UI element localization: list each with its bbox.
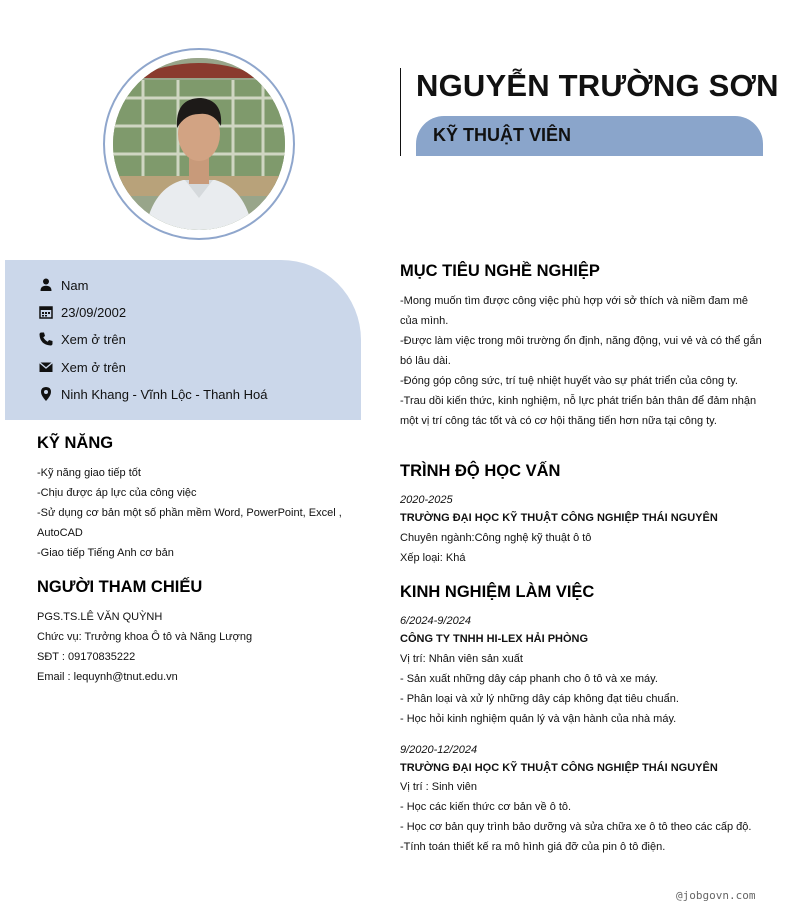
experience-heading: KINH NGHIỆM LÀM VIỆC (400, 583, 595, 601)
job-company: CÔNG TY TNHH HI-LEX HẢI PHÒNG (400, 633, 589, 645)
job-line: - Học hỏi kinh nghiệm quản lý và vận hành của nhà máy. (400, 713, 677, 725)
job-line: - Phân loại và xử lý những dây cáp không đạt tiêu chuẩn. (400, 693, 679, 705)
skills-heading: KỸ NĂNG (37, 434, 114, 452)
job-period: 6/2024-9/2024 (400, 615, 471, 627)
person-icon (38, 277, 54, 293)
objective-line: -Mong muốn tìm được công việc phù hợp với sở thích và niềm đam mê (400, 295, 749, 307)
skill-item: -Sử dụng cơ bản một số phần mềm Word, PowerPoint, Excel , (37, 507, 342, 519)
contact-address (38, 384, 267, 404)
objective-line: một vị trí công tác tốt và có cơ hội thăng tiến hơn nữa tại công ty. (400, 415, 717, 427)
objective-line: của mình. (400, 315, 449, 327)
contact-phone (38, 329, 126, 349)
education-heading: TRÌNH ĐỘ HỌC VẤN (400, 462, 561, 480)
calendar-icon (38, 304, 54, 320)
profile-photo (113, 58, 285, 230)
references-heading: NGƯỜI THAM CHIẾU (37, 578, 203, 596)
education-school: TRƯỜNG ĐẠI HỌC KỸ THUẬT CÔNG NGHIỆP THÁI NGUYÊN (400, 512, 718, 524)
education-major: Chuyên ngành:Công nghệ kỹ thuật ô tô (400, 532, 592, 544)
phone-icon (38, 331, 54, 347)
watermark: @jobgovn.com (676, 889, 756, 902)
education-period: 2020-2025 (400, 494, 453, 506)
objective-line: -Trau dồi kiến thức, kinh nghiệm, nỗ lực phát triển bản thân để đảm nhận (400, 395, 757, 407)
skill-item: AutoCAD (37, 527, 83, 539)
contact-phone-text: Xem ở trên (61, 331, 126, 347)
contact-email-text: Xem ở trên (61, 359, 126, 375)
reference-line: Email : lequynh@tnut.edu.vn (37, 671, 178, 683)
education-grade: Xếp loại: Khá (400, 552, 466, 564)
location-icon (38, 386, 54, 402)
reference-line: SĐT : 09170835222 (37, 651, 136, 663)
contact-gender (38, 275, 88, 295)
job-line: Vị trí: Nhân viên sản xuất (400, 653, 523, 665)
skill-item: -Chịu được áp lực của công việc (37, 487, 197, 499)
job-period: 9/2020-12/2024 (400, 744, 478, 756)
objective-line: -Đóng góp công sức, trí tuệ nhiệt huyết vào sự phát triển của công ty. (400, 375, 738, 387)
job-line: -Tính toán thiết kế ra mô hình giá đỡ của pin ô tô điện. (400, 841, 666, 853)
job-line: Vị trí : Sinh viên (400, 781, 478, 793)
objective-heading: MỤC TIÊU NGHỀ NGHIỆP (400, 262, 600, 280)
objective-line: bó lâu dài. (400, 355, 451, 367)
contact-email (38, 357, 126, 377)
header-divider (400, 68, 401, 156)
contact-birthday (38, 302, 126, 322)
job-line: - Học cơ bản quy trình bảo dưỡng và sửa chữa xe ô tô theo các cấp độ. (400, 821, 752, 833)
contact-gender-text: Nam (61, 277, 89, 293)
skill-item: -Giao tiếp Tiếng Anh cơ bản (37, 547, 174, 559)
contact-address-text: Ninh Khang - Vĩnh Lộc - Thanh Hoá (61, 386, 268, 402)
job-company: TRƯỜNG ĐẠI HỌC KỸ THUẬT CÔNG NGHIỆP THÁI NGUYÊN (400, 762, 718, 774)
mail-icon (38, 359, 54, 375)
skill-item: -Kỹ năng giao tiếp tốt (37, 467, 141, 479)
reference-line: Chức vụ: Trưởng khoa Ô tô và Năng Lượng (37, 631, 253, 643)
reference-line: PGS.TS.LÊ VĂN QUỲNH (37, 611, 163, 623)
candidate-name: NGUYỄN TRƯỜNG SƠN (416, 68, 779, 103)
candidate-role: KỸ THUẬT VIÊN (433, 125, 572, 145)
job-line: - Sản xuất những dây cáp phanh cho ô tô và xe máy. (400, 673, 658, 685)
contact-birthday-text: 23/09/2002 (61, 304, 127, 320)
objective-line: -Được làm việc trong môi trường ổn định, năng động, vui vẻ và có thể gắn (400, 335, 762, 347)
job-line: - Học các kiến thức cơ bản về ô tô. (400, 801, 572, 813)
